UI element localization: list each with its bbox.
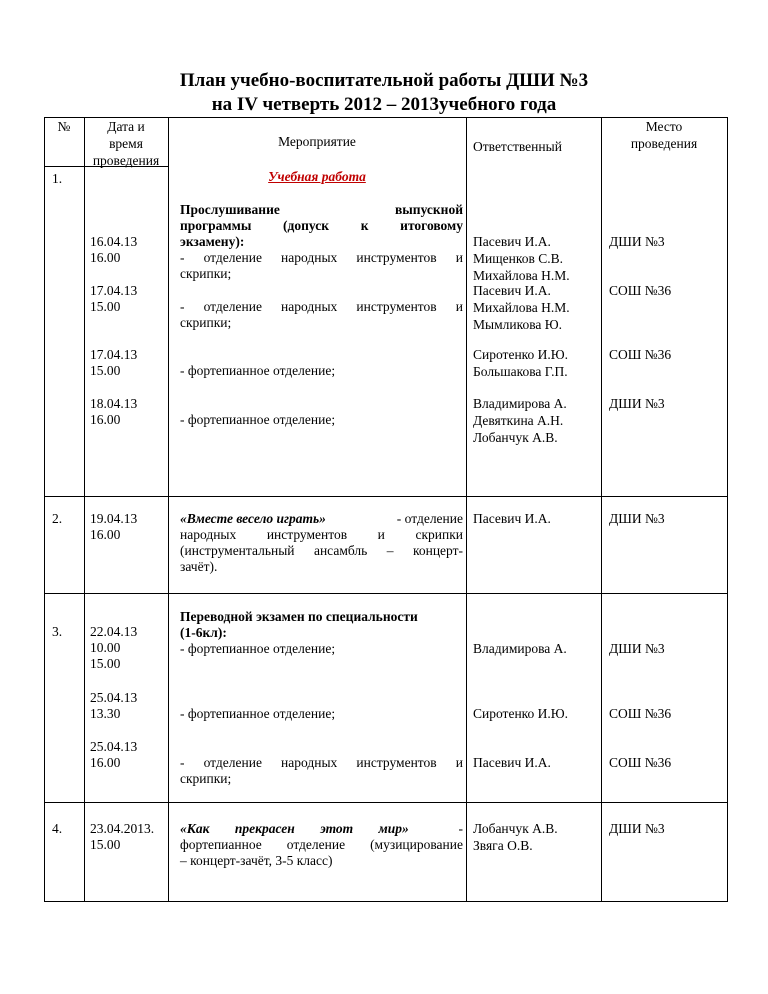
event-line: – концерт-зачёт, 3-5 класс)	[180, 853, 333, 868]
event-heading-line: экзамену):	[180, 234, 245, 249]
row-divider	[44, 802, 728, 803]
header-date-line: проведения	[92, 153, 160, 168]
responsible-person: Большакова Г.П.	[473, 364, 568, 379]
event-line: - отделение народных инструментов и	[180, 250, 463, 265]
event-title: «Вместе весело играть»	[180, 511, 326, 526]
header-date-line: время	[109, 136, 143, 151]
header-responsible: Ответственный	[473, 139, 562, 154]
event-time: 16.00	[90, 250, 121, 265]
event-heading-line: Прослушивание выпускной	[180, 202, 463, 217]
responsible-list	[473, 346, 568, 380]
event-line: (инструментальный ансамбль – концерт-	[180, 543, 463, 558]
row-divider	[44, 593, 728, 594]
event-date: 23.04.2013.	[90, 821, 155, 836]
event-place: ДШИ №3	[609, 396, 665, 411]
event-place: СОШ №36	[609, 706, 672, 721]
event-time: 15.00	[90, 656, 121, 671]
event-place: СОШ №36	[609, 283, 672, 298]
event-date: 17.04.13	[90, 283, 138, 298]
responsible-person: Пасевич И.А.	[473, 234, 551, 249]
header-place-line: Место	[645, 119, 683, 134]
header-date-line: Дата и	[107, 119, 145, 134]
row-number: 2.	[52, 511, 63, 526]
responsible-person: Сиротенко И.Ю.	[473, 706, 569, 721]
event-place: ДШИ №3	[609, 511, 665, 526]
responsible-person: Пасевич И.А.	[473, 511, 551, 526]
responsible-person: Михайлова Н.М.	[473, 268, 570, 283]
column-divider	[466, 117, 467, 902]
event-date: 18.04.13	[90, 396, 138, 411]
event-date: 25.04.13	[90, 690, 138, 705]
event-place: ДШИ №3	[609, 821, 665, 836]
responsible-list	[473, 820, 558, 854]
responsible-person: Лобанчук А.В.	[473, 821, 558, 836]
event-line: - фортепианное отделение;	[180, 641, 336, 656]
event-date: 19.04.13	[90, 511, 138, 526]
event-place: СОШ №36	[609, 347, 672, 362]
event-line-rest: -	[458, 821, 463, 836]
responsible-person: Владимирова А.	[473, 641, 567, 656]
event-time: 15.00	[90, 363, 121, 378]
responsible-person: Мищенков С.В.	[473, 251, 563, 266]
event-line: - отделение народных инструментов и	[180, 299, 463, 314]
event-line: народных инструментов и скрипки	[180, 527, 463, 542]
responsible-list	[473, 233, 570, 284]
page-title: План учебно-воспитательной работы ДШИ №3	[179, 70, 589, 91]
event-time: 15.00	[90, 299, 121, 314]
event-time: 15.00	[90, 837, 121, 852]
event-line: зачёт).	[180, 559, 218, 574]
column-divider	[168, 117, 169, 902]
event-title: «Как прекрасен этот мир»	[180, 821, 409, 836]
event-line: скрипки;	[180, 315, 232, 330]
header-place	[601, 118, 727, 152]
event-line: - отделение народных инструментов и	[180, 755, 463, 770]
column-divider	[601, 117, 602, 902]
header-date	[84, 118, 168, 169]
event-heading-line: Переводной экзамен по специальности	[180, 609, 418, 624]
responsible-list	[473, 395, 567, 446]
event-line: фортепианное отделение (музицирование	[180, 837, 463, 852]
event-line-rest: - отделение	[396, 511, 463, 526]
event-line	[180, 820, 463, 837]
row-number: 3.	[52, 624, 63, 639]
event-line: - фортепианное отделение;	[180, 706, 336, 721]
event-place: СОШ №36	[609, 755, 672, 770]
header-event: Мероприятие	[278, 134, 356, 149]
event-line: - фортепианное отделение;	[180, 363, 336, 378]
page-subtitle: на IV четверть 2012 – 2013учебного года	[211, 94, 557, 115]
event-time: 16.00	[90, 755, 121, 770]
event-time: 16.00	[90, 527, 121, 542]
event-line: - фортепианное отделение;	[180, 412, 336, 427]
section-title	[168, 168, 466, 185]
responsible-person: Мымликова Ю.	[473, 317, 563, 332]
responsible-person: Девяткина А.Н.	[473, 413, 564, 428]
event-date: 25.04.13	[90, 739, 138, 754]
event-place: ДШИ №3	[609, 641, 665, 656]
responsible-person: Лобанчук А.В.	[473, 430, 558, 445]
responsible-list	[473, 282, 570, 333]
event-time: 16.00	[90, 412, 121, 427]
event-heading-line: программы (допуск к итоговому	[180, 218, 463, 233]
table-border-bottom	[44, 901, 728, 902]
event-place: ДШИ №3	[609, 234, 665, 249]
event-time: 13.30	[90, 706, 121, 721]
responsible-person: Сиротенко И.Ю.	[473, 347, 569, 362]
responsible-person: Владимирова А.	[473, 396, 567, 411]
responsible-person: Пасевич И.А.	[473, 755, 551, 770]
table-border-right	[727, 117, 728, 902]
row-divider	[44, 496, 728, 497]
event-line	[180, 510, 463, 527]
responsible-person: Звяга О.В.	[473, 838, 533, 853]
row-number: 4.	[52, 821, 63, 836]
event-date: 16.04.13	[90, 234, 138, 249]
event-time: 10.00	[90, 640, 121, 655]
responsible-person: Михайлова Н.М.	[473, 300, 570, 315]
event-date: 17.04.13	[90, 347, 138, 362]
event-date: 22.04.13	[90, 624, 138, 639]
event-line: скрипки;	[180, 266, 232, 281]
table-border-left	[44, 117, 45, 902]
section-title-text: Учебная работа	[268, 169, 366, 184]
responsible-person: Пасевич И.А.	[473, 283, 551, 298]
column-divider	[84, 117, 85, 902]
event-heading-line: (1-6кл):	[180, 625, 227, 640]
header-place-line: проведения	[630, 136, 698, 151]
row-number: 1.	[52, 171, 63, 186]
header-num: №	[57, 119, 71, 134]
event-line: скрипки;	[180, 771, 232, 786]
